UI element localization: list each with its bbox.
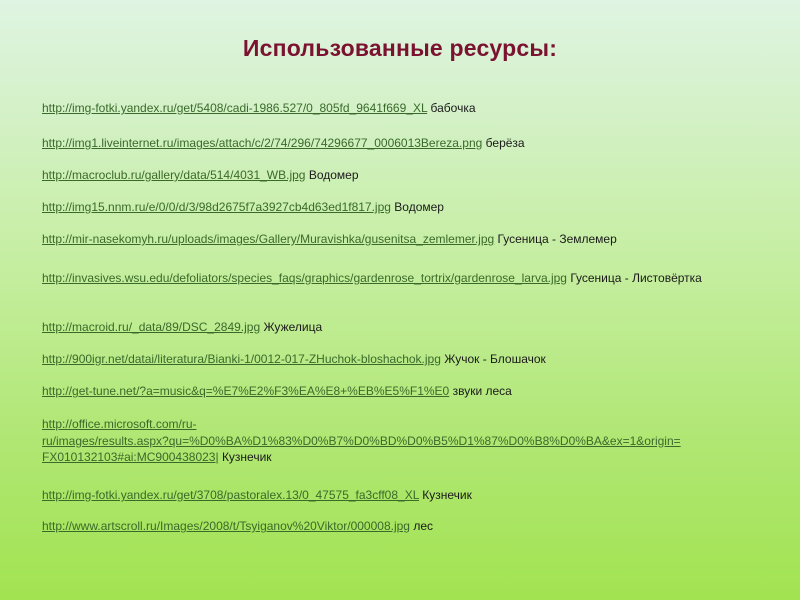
resource-link[interactable]: http://900igr.net/datai/literatura/Bianki-1/0012-017-ZHuchok-bloshachok.jpg [42,352,441,366]
resource-link[interactable]: http://img1.liveinternet.ru/images/attach/c/2/74/296/74296677_0006013Bereza.png [42,136,483,150]
resource-link-line-2: ru/images/results.aspx?qu=%D0%BA%D1%83%D0%B7%D0%BD%D0%B5%D1%87%D0%B8%D0%BA&ex=1&origin= [42,433,681,448]
resource-item-3 [42,167,758,184]
resource-description: Кузнечик [221,450,272,464]
resource-link[interactable] [42,417,681,464]
resource-item-11 [42,487,758,504]
resource-description: Гусеница - Землемер [497,232,617,246]
resource-item-1 [42,100,758,117]
resource-item-6 [42,270,758,287]
slide-title: Использованные ресурсы: [242,35,558,61]
resource-item-2 [42,135,758,152]
resource-description: звуки леса [452,384,512,398]
resource-link[interactable]: http://www.artscroll.ru/Images/2008/t/Tsyiganov%20Viktor/000008.jpg [42,519,410,533]
resource-link[interactable]: http://invasives.wsu.edu/defoliators/species_faqs/graphics/gardenrose_tortrix/gardenrose_larva.jpg [42,271,567,285]
resource-description: Водомер [394,200,444,214]
resource-description: бабочка [430,101,476,115]
resource-link[interactable]: http://macroclub.ru/gallery/data/514/4031_WB.jpg [42,168,306,182]
resource-link-line-3: FX010132103#ai:MC900438023| [42,450,219,464]
resource-description: лес [413,519,434,533]
resource-item-10 [42,416,758,466]
resource-description: Водомер [308,168,359,182]
resource-link[interactable]: http://img-fotki.yandex.ru/get/5408/cadi-1986.527/0_805fd_9641f669_XL [42,101,428,115]
resource-link[interactable]: http://macroid.ru/_data/89/DSC_2849.jpg [42,320,261,334]
resource-item-8 [42,351,758,368]
resource-item-9 [42,383,758,400]
resource-description: Кузнечик [422,488,472,502]
resource-description: Жужелица [263,320,323,334]
resource-link[interactable]: http://img15.nnm.ru/e/0/0/d/3/98d2675f7a3927cb4d63ed1f817.jpg [42,200,391,214]
resource-description: Гусеница - Листовёртка [570,271,702,285]
resource-description: Жучок - Блошачок [444,352,546,366]
resource-link[interactable]: http://mir-nasekomyh.ru/uploads/images/Gallery/Muravishka/gusenitsa_zemlemer.jpg [42,232,495,246]
resource-link[interactable]: http://get-tune.net/?a=music&q=%E7%E2%F3%EA%E8+%EB%E5%F1%E0 [42,384,450,398]
resource-item-4 [42,199,758,216]
resource-item-12 [42,518,758,535]
resource-item-5 [42,231,758,248]
resource-link-line-1: http://office.microsoft.com/ru- [42,417,197,431]
resource-item-7 [42,319,758,336]
resource-link[interactable]: http://img-fotki.yandex.ru/get/3708/pastoralex.13/0_47575_fa3cff08_XL [42,488,419,502]
resource-description: берёза [485,136,525,150]
